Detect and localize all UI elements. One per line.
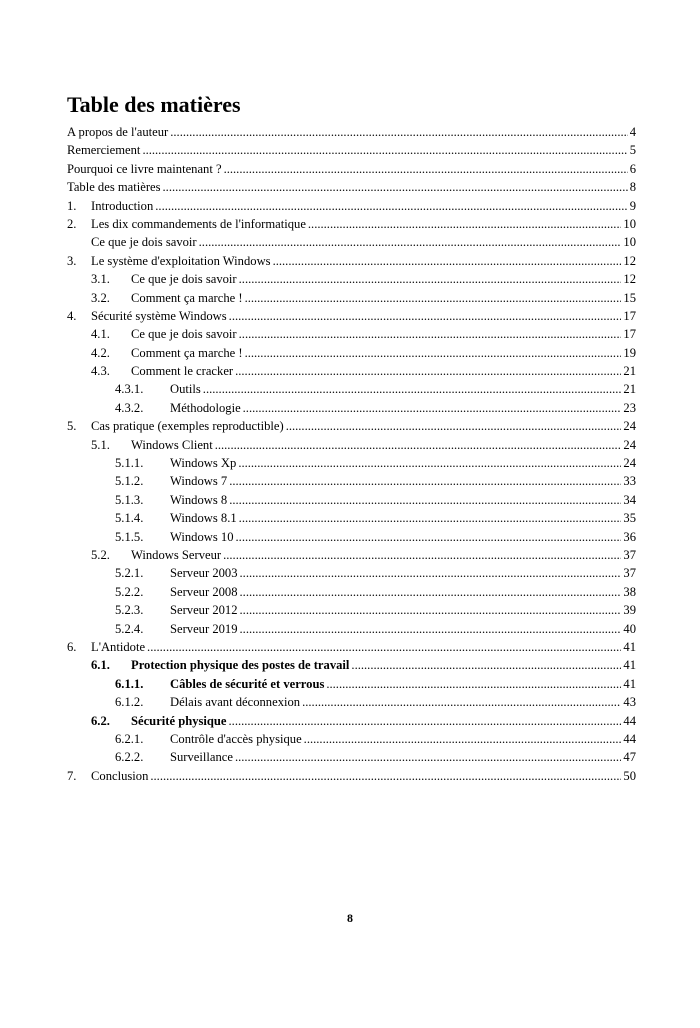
toc-entry-label: A propos de l'auteur [67, 125, 169, 139]
toc-entry-number: 4. [67, 308, 77, 323]
toc-entry-label: Ce que je dois savoir [131, 272, 237, 287]
toc-entry-number: 7. [67, 768, 77, 783]
toc-entry-label: Windows 8.1 [170, 511, 237, 526]
toc-entry-label: Remerciement [67, 143, 141, 158]
toc-entry-number: 6.1. [91, 658, 110, 673]
toc-entry[interactable] [67, 601, 636, 619]
toc-entry-page: 12 [623, 272, 636, 287]
toc-entry-page: 10 [623, 235, 636, 250]
toc-entry[interactable] [67, 399, 636, 417]
toc-entry-label: Windows 7 [170, 474, 228, 489]
toc-entry[interactable] [67, 564, 636, 582]
toc-entry-number: 5.2.4. [115, 621, 144, 636]
toc-entry-number: 1. [67, 198, 77, 213]
toc-entry-number: 5.1.2. [115, 474, 144, 489]
toc-entry-page: 41 [623, 658, 636, 673]
toc-entry-page: 44 [623, 713, 636, 728]
toc-entry-label: Le système d'exploitation Windows [91, 253, 271, 268]
toc-entry-label: Contrôle d'accès physique [170, 731, 302, 746]
toc-leader-dots [239, 509, 622, 527]
toc-entry-label: Pourquoi ce livre maintenant ? [67, 161, 222, 176]
toc-entry-label: Serveur 2019 [170, 621, 238, 636]
toc-entry-label: Surveillance [170, 750, 233, 765]
toc-entry-number: 5.2.2. [115, 584, 144, 599]
toc-leader-dots [203, 380, 622, 398]
toc-leader-dots [215, 436, 622, 454]
toc-entry[interactable] [67, 436, 636, 454]
toc-entry[interactable] [67, 472, 636, 490]
toc-entry[interactable] [67, 693, 636, 711]
toc-leader-dots [229, 307, 622, 325]
toc-entry-number: 5.2.1. [115, 566, 144, 581]
toc-entry-label: Windows Serveur [131, 547, 222, 562]
toc-entry-number: 4.3.2. [115, 400, 144, 415]
toc-entry-number: 6. [67, 639, 77, 654]
toc-entry[interactable] [67, 252, 636, 270]
toc-entry-page: 33 [623, 474, 636, 489]
toc-entry-page: 34 [623, 492, 636, 507]
toc-entry-page: 17 [623, 327, 636, 342]
toc-entry-number: 6.2.1. [115, 731, 144, 746]
toc-leader-dots [163, 178, 628, 196]
toc-entry[interactable] [67, 362, 636, 380]
toc-entry-page: 35 [623, 511, 636, 526]
toc-entry-page: 9 [629, 198, 636, 213]
toc-entry-page: 47 [623, 750, 636, 765]
toc-entry[interactable] [67, 730, 636, 748]
toc-entry-label: Délais avant déconnexion [170, 695, 301, 710]
toc-entry-page: 19 [623, 345, 636, 360]
toc-entry-page: 21 [623, 382, 636, 397]
toc-entry-number: 4.3.1. [115, 382, 144, 397]
toc-leader-dots [142, 141, 627, 159]
toc-entry-label: Les dix commandements de l'informatique [91, 216, 306, 231]
toc-entry-page: 36 [623, 529, 636, 544]
toc-entry[interactable] [67, 141, 636, 159]
toc-entry-label: Serveur 2003 [170, 566, 238, 581]
toc-entry-page: 8 [629, 180, 636, 195]
toc-entry-label: L'Antidote [91, 639, 146, 654]
toc-entry-number: 4.2. [91, 345, 110, 360]
toc-entry-label: Introduction [91, 198, 154, 213]
toc-entry-label: Comment ça marche ! [131, 290, 243, 305]
toc-entry-label: Windows 8 [170, 492, 228, 507]
toc-entry-number: 6.1.1. [115, 676, 144, 691]
toc-entry-label: Protection physique des postes de travail [131, 658, 350, 673]
toc-entry[interactable] [67, 620, 636, 638]
toc-entry[interactable] [67, 380, 636, 398]
page-title: Table des matières [67, 92, 241, 117]
toc-entry[interactable] [67, 160, 636, 178]
toc-entry-label: Câbles de sécurité et verrous [170, 676, 325, 691]
toc-entry-label: Méthodologie [170, 400, 241, 415]
toc-entry[interactable] [67, 712, 636, 730]
toc-entry[interactable] [67, 123, 636, 141]
toc-entry-label: Windows Xp [170, 456, 237, 471]
toc-entry-number: 2. [67, 216, 77, 231]
toc-entry-page: 41 [623, 639, 636, 654]
toc-entry-page: 21 [623, 364, 636, 379]
toc-entry-number: 5. [67, 419, 77, 434]
toc-entry-label: Conclusion [91, 768, 149, 783]
toc-entry[interactable] [67, 656, 636, 674]
toc-entry[interactable] [67, 307, 636, 325]
toc-entry-number: 3.1. [91, 272, 110, 287]
toc-entry-number: 3. [67, 253, 77, 268]
toc-entry-label: Sécurité physique [131, 713, 227, 728]
toc-entry-label: Outils [170, 382, 201, 397]
toc-entry-number: 5.1.5. [115, 529, 144, 544]
toc-leader-dots [304, 730, 622, 748]
toc-entry-page: 17 [623, 308, 636, 323]
toc-leader-dots [240, 620, 622, 638]
toc-entry[interactable] [67, 417, 636, 435]
toc-entry-label: Ce que je dois savoir [131, 327, 237, 342]
toc-entry[interactable] [67, 270, 636, 288]
toc-entry[interactable] [67, 748, 636, 766]
toc-leader-dots [229, 472, 621, 490]
table-of-contents [67, 123, 636, 785]
toc-leader-dots [236, 528, 622, 546]
toc-entry[interactable] [67, 454, 636, 472]
toc-entry[interactable] [67, 233, 636, 251]
toc-entry[interactable] [67, 528, 636, 546]
toc-leader-dots [229, 491, 621, 509]
toc-leader-dots [326, 675, 621, 693]
toc-entry-page: 12 [623, 253, 636, 268]
toc-entry-page: 6 [629, 161, 636, 176]
toc-entry-label: Sécurité système Windows [91, 308, 227, 323]
toc-entry-number: 5.1.4. [115, 511, 144, 526]
toc-entry-label: Comment ça marche ! [131, 345, 243, 360]
toc-entry-number: 5.1. [91, 437, 110, 452]
toc-entry[interactable] [67, 289, 636, 307]
toc-entry-page: 40 [623, 621, 636, 636]
toc-leader-dots [240, 583, 622, 601]
toc-entry[interactable] [67, 675, 636, 693]
toc-entry-number: 5.2.3. [115, 603, 144, 618]
toc-entry[interactable] [67, 491, 636, 509]
toc-entry-number: 5.2. [91, 547, 110, 562]
toc-entry-number: 3.2. [91, 290, 110, 305]
toc-entry-page: 38 [623, 584, 636, 599]
toc-entry-page: 23 [623, 400, 636, 415]
toc-entry[interactable] [67, 583, 636, 601]
toc-leader-dots [223, 546, 621, 564]
toc-entry[interactable] [67, 325, 636, 343]
toc-entry-page: 39 [623, 603, 636, 618]
toc-leader-dots [199, 233, 622, 251]
toc-entry-label: Windows 10 [170, 529, 234, 544]
toc-entry[interactable] [67, 509, 636, 527]
toc-leader-dots [240, 601, 622, 619]
toc-entry-page: 37 [623, 566, 636, 581]
toc-entry-label: Ce que je dois savoir [91, 235, 197, 250]
toc-leader-dots [286, 417, 622, 435]
toc-entry-number: 5.1.3. [115, 492, 144, 507]
toc-entry-page: 50 [623, 768, 636, 783]
toc-leader-dots [245, 289, 622, 307]
toc-entry[interactable] [67, 197, 636, 215]
toc-entry-page: 5 [629, 143, 636, 158]
toc-leader-dots [235, 362, 621, 380]
toc-entry[interactable] [67, 344, 636, 362]
toc-leader-dots [243, 399, 622, 417]
toc-entry-page: 4 [629, 125, 636, 139]
toc-leader-dots [351, 656, 621, 674]
toc-leader-dots [235, 748, 621, 766]
toc-leader-dots [147, 638, 621, 656]
toc-leader-dots [273, 252, 622, 270]
toc-entry[interactable] [67, 215, 636, 233]
toc-entry-label: Serveur 2008 [170, 584, 238, 599]
toc-entry-number: 4.1. [91, 327, 110, 342]
toc-leader-dots [302, 693, 621, 711]
toc-entry-label: Table des matières [67, 180, 161, 195]
toc-leader-dots [150, 767, 621, 785]
toc-leader-dots [224, 160, 628, 178]
toc-entry[interactable] [67, 767, 636, 785]
toc-leader-dots [245, 344, 622, 362]
toc-entry-label: Serveur 2012 [170, 603, 238, 618]
toc-entry-page: 44 [623, 731, 636, 746]
toc-leader-dots [308, 215, 622, 233]
toc-entry-page: 37 [623, 547, 636, 562]
toc-entry-page: 24 [623, 456, 636, 471]
toc-leader-dots [240, 564, 622, 582]
toc-entry-number: 6.2.2. [115, 750, 144, 765]
toc-entry-label: Windows Client [131, 437, 213, 452]
toc-entry[interactable] [67, 178, 636, 196]
toc-entry-page: 41 [623, 676, 636, 691]
page-number: 8 [347, 911, 353, 925]
toc-entry[interactable] [67, 546, 636, 564]
toc-entry-page: 24 [623, 437, 636, 452]
toc-entry-number: 5.1.1. [115, 456, 144, 471]
toc-entry-number: 4.3. [91, 364, 110, 379]
toc-entry[interactable] [67, 638, 636, 656]
toc-entry-page: 43 [623, 695, 636, 710]
toc-leader-dots [239, 325, 622, 343]
toc-entry-number: 6.1.2. [115, 695, 144, 710]
toc-leader-dots [229, 712, 622, 730]
toc-leader-dots [170, 123, 627, 141]
toc-entry-page: 10 [623, 216, 636, 231]
toc-entry-label: Comment le cracker [131, 364, 234, 379]
toc-entry-page: 24 [623, 419, 636, 434]
toc-leader-dots [155, 197, 627, 215]
toc-leader-dots [238, 454, 621, 472]
toc-leader-dots [239, 270, 622, 288]
toc-entry-number: 6.2. [91, 713, 110, 728]
toc-entry-label: Cas pratique (exemples reproductible) [91, 419, 284, 434]
toc-entry-page: 15 [623, 290, 636, 305]
